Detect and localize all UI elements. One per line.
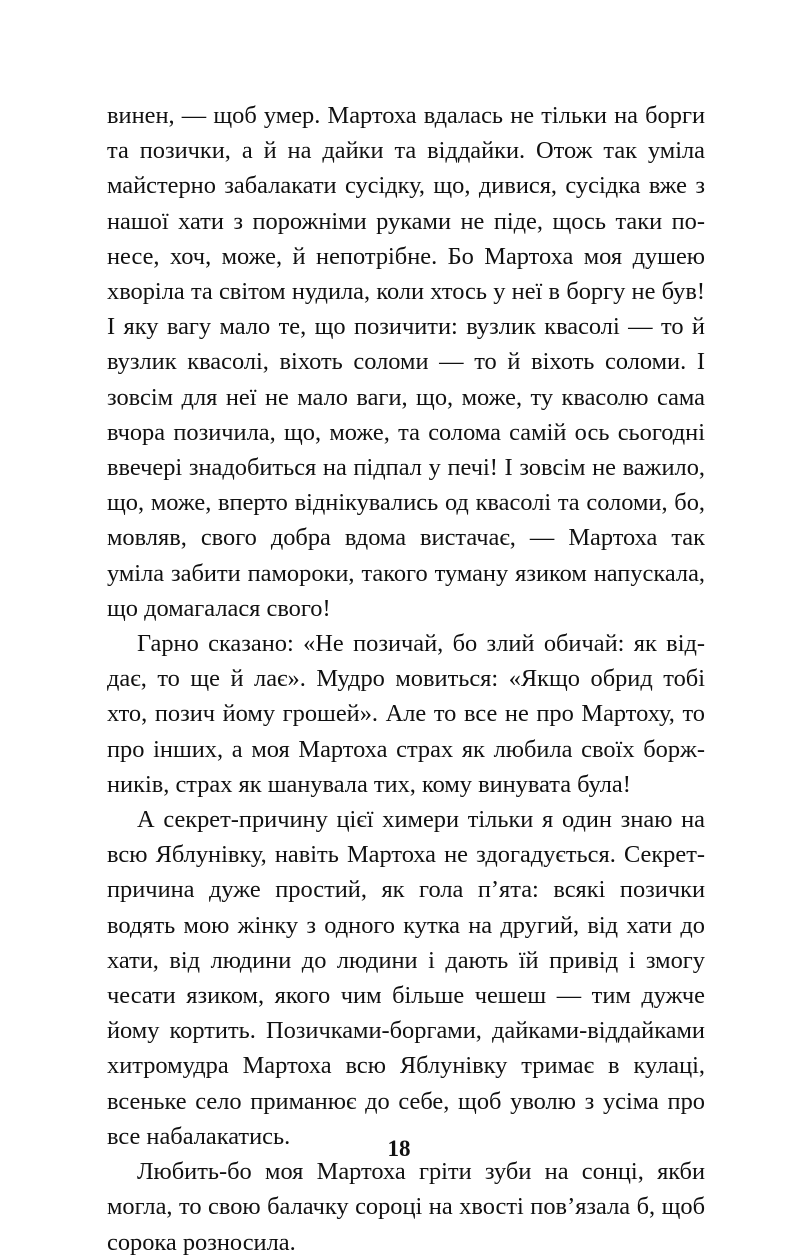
paragraph-2: Гарно сказано: «Не позичай, бо злий обичай: як віддає, то ще й лає». Мудро мовиться: «Якщо обрид тобі хто, позич йому грошей». Але то все не про Мартоху, то про інших, а моя Мартоха страх як любила своїх боржників, страх як шанувала тих, кому винувата була! <box>107 630 705 798</box>
body-text <box>107 98 705 1260</box>
page-number: 18 <box>387 1136 411 1161</box>
paragraph-3: А секрет-причину цієї химери тільки я один знаю на всю Яблунівку, навіть Мартоха не здогадується. Секрет-причина дуже простий, як гола п’ята: всякі позички водять мою жінку з одного кутка на другий, від хати до хати, від людини до людини і дають їй привід і змогу чесати язиком, якого чим більше чешеш — тим дужче йому кортить. Позичками-боргами, дайками-віддайками хитромудра Мартоха всю Яблунівку тримає в кулаці, всеньке село приманює до себе, щоб уволю з усіма про все набалакатись. <box>107 806 705 1150</box>
paragraph-1: винен, — щоб умер. Мартоха вдалась не тільки на борги та позички, а й на дайки та віддайки. Отож так уміла майстерно забалакати сусідку, що, дивися, сусідка вже з нашої хати з порожніми руками не піде, щось таки понесе, хоч, може, й непотрібне. Бо Мартоха моя душею хворіла та світом нудила, коли хтось у неї в боргу не був! І яку вагу мало те, що позичити: вузлик квасолі — то й вузлик квасолі, віхоть соломи — то й віхоть соломи. І зовсім для неї не мало ваги, що, може, ту квасолю сама вчора позичила, що, може, та солома самій ось сьогодні ввечері знадобиться на підпал у печі! І зовсім не важило, що, може, вперто віднікувались од квасолі та соломи, бо, мовляв, свого добра вдома вистачає, — Мартоха так уміла забити памороки, такого туману язиком напускала, що домагалася свого! <box>107 102 705 622</box>
paragraph-4: Любить-бо моя Мартоха гріти зуби на сонці, якби могла, то свою балачку сороці на хвості пов’язала б, щоб сорока розносила. <box>107 1158 705 1256</box>
